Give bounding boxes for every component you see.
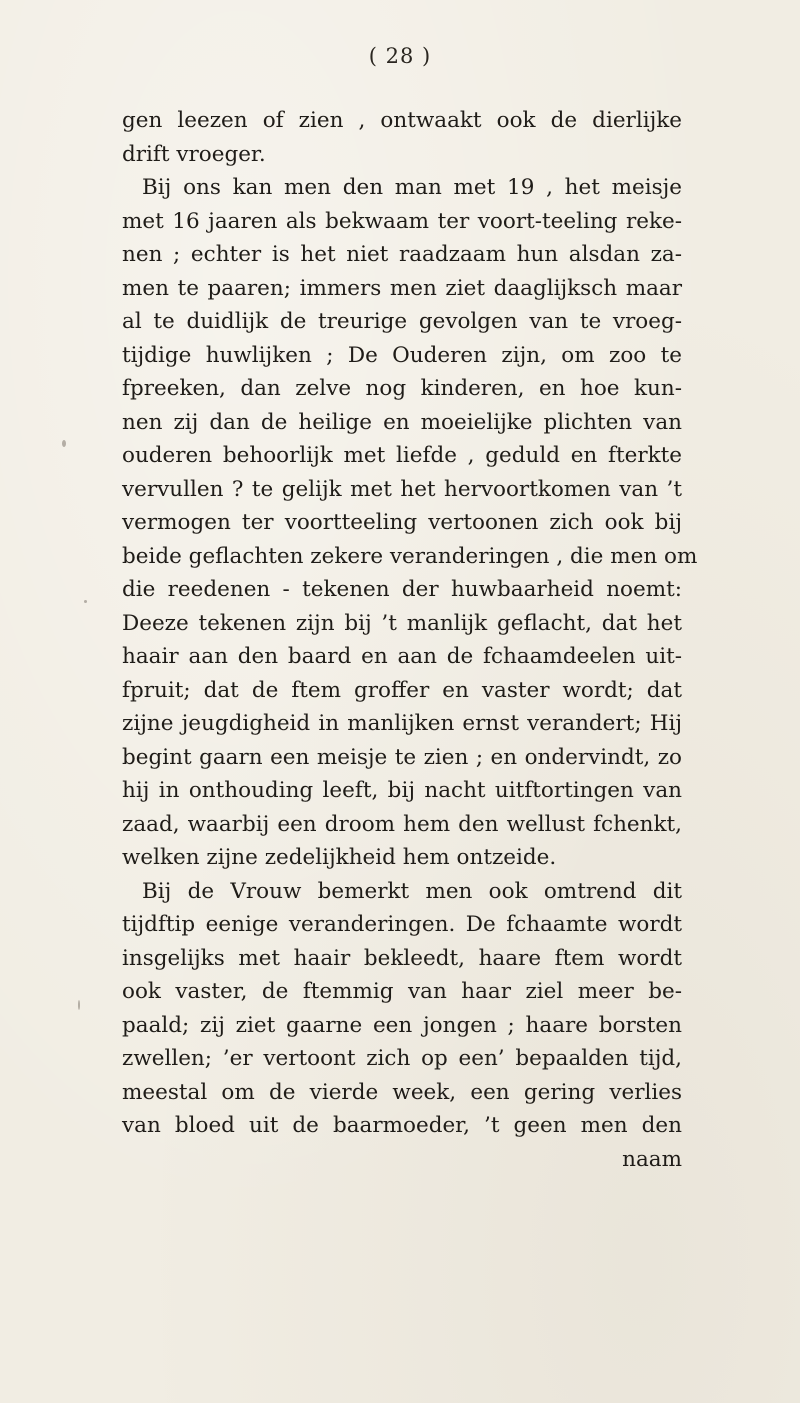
text-line: tijdftip eenige veranderingen. De fchaamte wordt	[122, 912, 682, 937]
text-line: beide geflachten zekere veranderingen , die men om	[122, 543, 698, 569]
paper-speck	[84, 600, 87, 603]
text-line: meestal om de vierde week, een gering verlies	[122, 1079, 682, 1105]
text-line: vervullen ? te gelijk met het hervoortkomen van ’t	[122, 476, 682, 502]
text-line: ook vaster, de ftemmig van haar ziel meer be-	[122, 979, 682, 1004]
text-line: men te paaren; immers men ziet daaglijksch maar	[122, 275, 682, 301]
text-line: begint gaarn een meisje te zien ; en ondervindt, zo	[122, 744, 682, 770]
text-line: paald; zij ziet gaarne een jongen ; haare borsten	[122, 1012, 682, 1038]
text-line: insgelijks met haair bekleedt, haare ftem wordt	[122, 945, 682, 971]
catchword: naam	[622, 1146, 682, 1172]
text-line: nen ; echter is het niet raadzaam hun alsdan za-	[122, 242, 682, 267]
text-line: Bij de Vrouw bemerkt men ook omtrend dit	[142, 878, 682, 904]
text-line: ouderen behoorlijk met liefde , geduld en fterkte	[122, 443, 682, 468]
text-line: zaad, waarbij een droom hem den wellust fchenkt,	[122, 811, 682, 837]
text-line: tijdige huwlijken ; De Ouderen zijn, om zoo te	[122, 342, 682, 368]
text-line: drift vroeger.	[122, 141, 266, 167]
text-line: fpreeken, dan zelve nog kinderen, en hoe kun-	[122, 376, 682, 401]
text-line: vermogen ter voortteeling vertoonen zich ook bij	[122, 510, 682, 535]
text-line: fpruit; dat de ftem groffer en vaster wordt; dat	[122, 677, 682, 703]
text-line: al te duidlijk de treurige gevolgen van te vroeg-	[122, 309, 682, 334]
text-line: met 16 jaaren als bekwaam ter voort-teeling reke-	[122, 208, 682, 234]
body-text	[122, 104, 698, 1176]
text-line: haair aan den baard en aan de fchaamdeelen uit-	[122, 644, 682, 669]
page-number: ( 28 )	[368, 44, 432, 68]
text-line: van bloed uit de baarmoeder, ’t geen men den	[122, 1113, 682, 1138]
text-line: hij in onthouding leeft, bij nacht uitftortingen van	[122, 778, 682, 803]
text-line: gen leezen of zien , ontwaakt ook de dierlijke	[122, 108, 682, 133]
text-line: die reedenen - tekenen der huwbaarheid noemt:	[122, 577, 682, 602]
text-line: zwellen; ’er vertoont zich op een’ bepaalden tijd,	[122, 1046, 682, 1071]
text-line: Bij ons kan men den man met 19 , het meisje	[142, 175, 682, 200]
text-line: zijne jeugdigheid in manlijken ernst verandert; Hij	[122, 711, 682, 736]
text-line: welken zijne zedelijkheid hem ontzeide.	[122, 845, 557, 870]
paper-speck	[78, 1000, 80, 1010]
text-line: Deeze tekenen zijn bij ’t manlijk geflacht, dat het	[122, 610, 682, 636]
text-line: nen zij dan de heilige en moeielijke plichten van	[122, 409, 682, 435]
paper-speck	[62, 440, 66, 447]
